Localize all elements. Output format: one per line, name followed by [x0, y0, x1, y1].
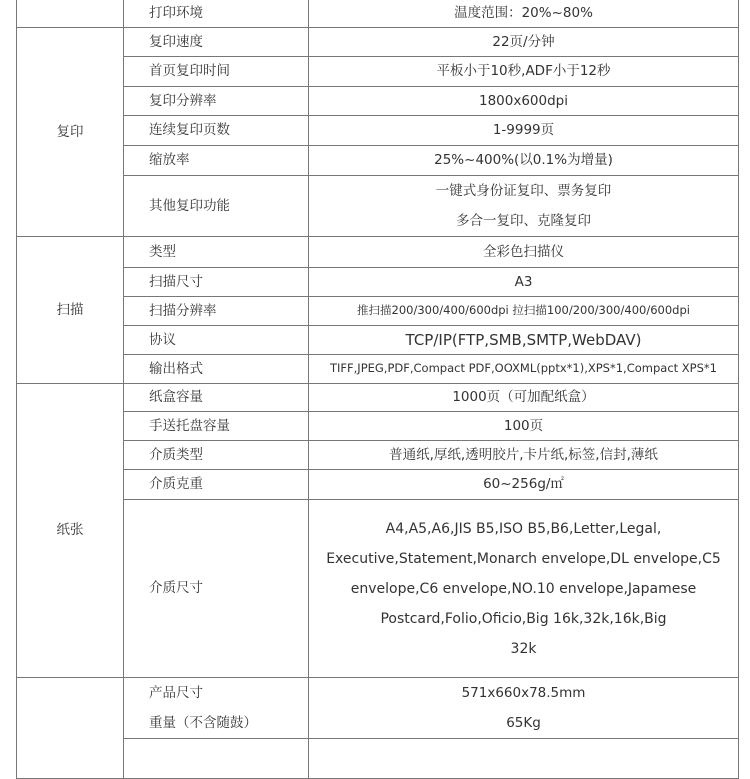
- spec-label: 扫描尺寸: [124, 268, 309, 297]
- spec-label: 协议: [124, 326, 309, 355]
- spec-label: 复印分辨率: [124, 87, 309, 116]
- spec-value: TIFF,JPEG,PDF,Compact PDF,OOXML(pptx*1),XPS*1,Compact XPS*1: [309, 355, 739, 384]
- table-row: [17, 500, 739, 678]
- table-row: [17, 412, 739, 441]
- value-line: 65Kg: [506, 715, 541, 731]
- table-row: [17, 237, 739, 268]
- spec-label: 介质克重: [124, 470, 309, 500]
- spec-value: 1-9999页: [309, 116, 739, 146]
- spec-value: [309, 678, 739, 739]
- section-title-paper: 纸张: [17, 384, 124, 678]
- spec-label: 缩放率: [124, 146, 309, 176]
- label-line: 重量（不含随鼓）: [149, 715, 257, 731]
- value-line: A4,A5,A6,JIS B5,ISO B5,B6,Letter,Legal,: [385, 520, 662, 537]
- table-row: [17, 297, 739, 326]
- spec-label: 纸盒容量: [124, 384, 309, 412]
- spec-table: [16, 0, 739, 779]
- spec-value: 22页/分钟: [309, 28, 739, 57]
- spec-value: A3: [309, 268, 739, 297]
- table-row: [17, 326, 739, 355]
- table-row: [17, 355, 739, 384]
- table-row: [17, 57, 739, 87]
- section-title-copy: 复印: [17, 28, 124, 237]
- value-line: 571x660x78.5mm: [461, 685, 586, 701]
- spec-label: 连续复印页数: [124, 116, 309, 146]
- table-row: [17, 146, 739, 176]
- spec-label: 扫描分辨率: [124, 297, 309, 326]
- spec-label: 打印环境: [124, 0, 309, 28]
- value-line: Postcard,Folio,Oficio,Big 16k,32k,16k,Big: [380, 610, 667, 627]
- table-row: [17, 739, 739, 779]
- value-line: envelope,C6 envelope,NO.10 envelope,Japamese: [350, 580, 697, 597]
- table-row: [17, 470, 739, 500]
- spec-value: 平板小于10秒,ADF小于12秒: [309, 57, 739, 87]
- spec-value: 1000页（可加配纸盒）: [309, 384, 739, 412]
- table-row: [17, 87, 739, 116]
- spec-label: 首页复印时间: [124, 57, 309, 87]
- table-row: [17, 441, 739, 470]
- spec-value: 100页: [309, 412, 739, 441]
- table-row: [17, 0, 739, 28]
- table-row: [17, 678, 739, 739]
- section-title-scan: 扫描: [17, 237, 124, 384]
- spec-label: 介质尺寸: [124, 500, 309, 678]
- value-line: 一键式身份证复印、票务复印: [435, 183, 612, 199]
- spec-value: 普通纸,厚纸,透明胶片,卡片纸,标签,信封,薄纸: [309, 441, 739, 470]
- table-row: [17, 28, 739, 57]
- spec-value: 推扫描200/300/400/600dpi 拉扫描100/200/300/400/600dpi: [309, 297, 739, 326]
- table-row: [17, 384, 739, 412]
- spec-label: 介质类型: [124, 441, 309, 470]
- spec-value: 温度范围：20%~80%: [309, 0, 739, 28]
- value-line: 多合一复印、克隆复印: [456, 213, 591, 229]
- spec-value: [309, 176, 739, 237]
- spec-label: 类型: [124, 237, 309, 268]
- spec-label: 手送托盘容量: [124, 412, 309, 441]
- spec-label: 其他复印功能: [124, 176, 309, 237]
- value-line: 32k: [510, 640, 537, 657]
- spec-label: 输出格式: [124, 355, 309, 384]
- spec-value: 60~256g/㎡: [309, 470, 739, 500]
- table-row: [17, 268, 739, 297]
- table-row: [17, 176, 739, 237]
- label-line: 产品尺寸: [149, 685, 203, 701]
- value-line: Executive,Statement,Monarch envelope,DL envelope,C5: [326, 550, 721, 567]
- spec-value: [309, 500, 739, 678]
- spec-value: 25%~400%(以0.1%为增量): [309, 146, 739, 176]
- spec-value: TCP/IP(FTP,SMB,SMTP,WebDAV): [309, 326, 739, 355]
- spec-label: [124, 678, 309, 739]
- spec-value: 全彩色扫描仪: [309, 237, 739, 268]
- table-row: [17, 116, 739, 146]
- spec-value: 1800x600dpi: [309, 87, 739, 116]
- spec-label: 复印速度: [124, 28, 309, 57]
